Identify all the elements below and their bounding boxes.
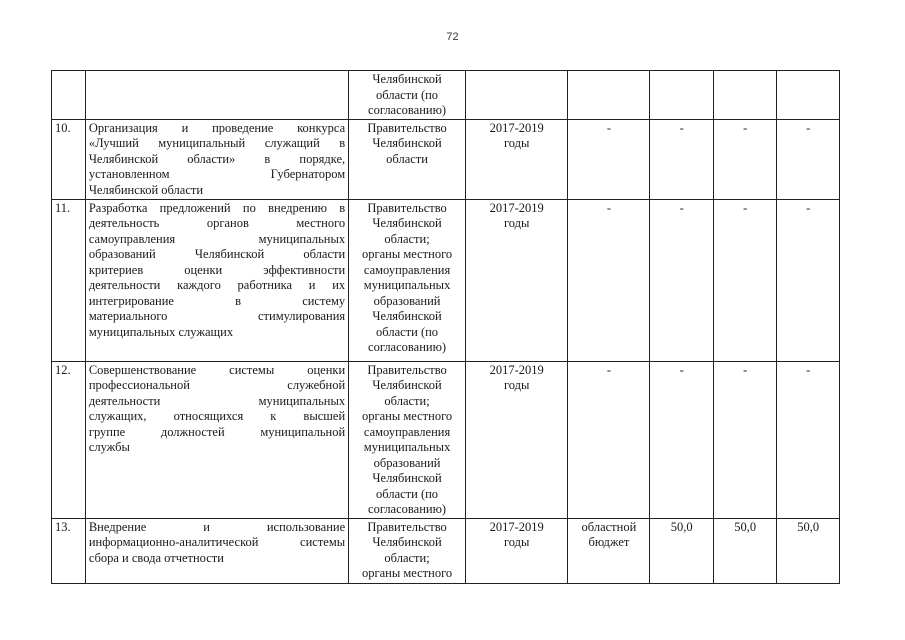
- funding-source-line: бюджет: [588, 535, 630, 549]
- description-line: профессиональной служебной: [88, 378, 346, 392]
- description-line: самоуправления муниципальных: [88, 231, 346, 246]
- executor-line: Правительство: [367, 200, 447, 215]
- funding-source: [568, 518, 650, 583]
- executor-line: муниципальных: [363, 440, 451, 454]
- executor-line: образований: [373, 455, 441, 470]
- executor: [349, 199, 466, 361]
- period: [465, 119, 567, 199]
- description-line: Внедрение и использование: [88, 519, 346, 534]
- row-number: 13.: [52, 518, 86, 583]
- executor-line: согласованию): [368, 502, 447, 516]
- period: [465, 71, 567, 120]
- period-line: 2017-2019: [489, 120, 544, 135]
- period-line: годы: [503, 136, 530, 150]
- measure-description: [85, 361, 348, 518]
- table-row: [52, 71, 840, 120]
- funding-value-2: [713, 71, 777, 120]
- funding-source: [568, 119, 650, 199]
- funding-source: [568, 199, 650, 361]
- funding-value-2: 50,0: [713, 518, 777, 583]
- period: [465, 518, 567, 583]
- funding-value-2: -: [713, 199, 777, 361]
- executor-line: муниципальных: [363, 278, 451, 292]
- description-line: информационно-аналитической системы: [88, 535, 346, 549]
- funding-value-3: -: [777, 199, 840, 361]
- row-number: 11.: [52, 199, 86, 361]
- funding-value-1: 50,0: [650, 518, 714, 583]
- period-line: 2017-2019: [489, 519, 544, 534]
- period-line: 2017-2019: [489, 362, 544, 377]
- table-row: [52, 199, 840, 361]
- page-number: 72: [446, 31, 459, 43]
- funding-value-1: -: [650, 361, 714, 518]
- executor-line: согласованию): [368, 340, 447, 354]
- description-line: деятельности каждого работника и их: [88, 278, 346, 292]
- funding-source: [568, 361, 650, 518]
- executor: [349, 518, 466, 583]
- period-line: годы: [503, 216, 530, 230]
- funding-value-2: -: [713, 361, 777, 518]
- executor: [349, 361, 466, 518]
- executor-line: области (по: [376, 324, 439, 339]
- executor-line: Челябинской: [372, 72, 442, 86]
- executor-line: Челябинской: [372, 471, 442, 485]
- description-line: сбора и свода отчетности: [88, 550, 224, 565]
- description-line: Организация и проведение конкурса: [88, 120, 346, 135]
- executor: [349, 71, 466, 120]
- executor-line: самоуправления: [363, 424, 451, 439]
- description-line: критериев оценки эффективности: [88, 262, 346, 277]
- funding-source-line: областной: [581, 519, 637, 534]
- funding-source-line: -: [606, 362, 611, 377]
- funding-value-3: -: [777, 119, 840, 199]
- period: [465, 361, 567, 518]
- funding-value-1: -: [650, 199, 714, 361]
- measure-description: [85, 119, 348, 199]
- executor-line: Челябинской: [372, 535, 442, 549]
- funding-value-2: -: [713, 119, 777, 199]
- executor-line: области: [386, 151, 428, 166]
- executor-line: области;: [384, 393, 430, 408]
- executor-line: области (по: [376, 486, 439, 501]
- measure-description: [85, 199, 348, 361]
- description-line: службы: [88, 440, 130, 454]
- executor-line: органы местного: [361, 566, 453, 580]
- period-line: годы: [503, 535, 530, 549]
- table-row: [52, 361, 840, 518]
- executor-line: области;: [384, 550, 430, 565]
- executor-line: Челябинской: [372, 136, 442, 150]
- period-line: годы: [503, 378, 530, 392]
- executor-line: органы местного: [361, 409, 453, 423]
- description-line: Разработка предложений по внедрению в: [88, 200, 346, 215]
- executor-line: согласованию): [368, 103, 447, 117]
- executor-line: Правительство: [367, 519, 447, 534]
- table-row: [52, 119, 840, 199]
- description-line: Челябинской области» в порядке,: [88, 151, 346, 166]
- description-line: «Лучший муниципальный служащий в: [88, 136, 346, 150]
- description-line: установленном Губернатором: [88, 167, 346, 181]
- description-line: Челябинской области: [88, 182, 204, 197]
- funding-value-1: -: [650, 119, 714, 199]
- measure-description: [85, 71, 348, 120]
- executor-line: области;: [384, 231, 430, 246]
- measure-description: [85, 518, 348, 583]
- description-line: деятельности муниципальных: [88, 393, 346, 408]
- description-line: Совершенствование системы оценки: [88, 362, 346, 377]
- table-row: [52, 518, 840, 583]
- description-line: материального стимулирования: [88, 309, 346, 323]
- description-line: интегрирование в систему: [88, 293, 346, 308]
- row-number: 10.: [52, 119, 86, 199]
- description-line: служащих, относящихся к высшей: [88, 409, 346, 423]
- row-number: [52, 71, 86, 120]
- funding-value-1: [650, 71, 714, 120]
- funding-value-3: 50,0: [777, 518, 840, 583]
- measures-table: [51, 70, 840, 584]
- executor-line: Челябинской: [372, 309, 442, 323]
- description-line: муниципальных служащих: [88, 324, 234, 339]
- funding-source-line: -: [606, 120, 611, 135]
- executor-line: образований: [373, 293, 441, 308]
- executor: [349, 119, 466, 199]
- description-line: деятельность органов местного: [88, 216, 346, 230]
- funding-value-3: -: [777, 361, 840, 518]
- row-number: 12.: [52, 361, 86, 518]
- executor-line: самоуправления: [363, 262, 451, 277]
- executor-line: области (по: [376, 87, 439, 102]
- description-line: образований Челябинской области: [88, 247, 346, 261]
- funding-source: [568, 71, 650, 120]
- period-line: 2017-2019: [489, 200, 544, 215]
- executor-line: Челябинской: [372, 216, 442, 230]
- funding-value-3: [777, 71, 840, 120]
- executor-line: Правительство: [367, 362, 447, 377]
- funding-source-line: -: [606, 200, 611, 215]
- period: [465, 199, 567, 361]
- description-line: группе должностей муниципальной: [88, 424, 346, 439]
- executor-line: Челябинской: [372, 378, 442, 392]
- executor-line: Правительство: [367, 120, 447, 135]
- executor-line: органы местного: [361, 247, 453, 261]
